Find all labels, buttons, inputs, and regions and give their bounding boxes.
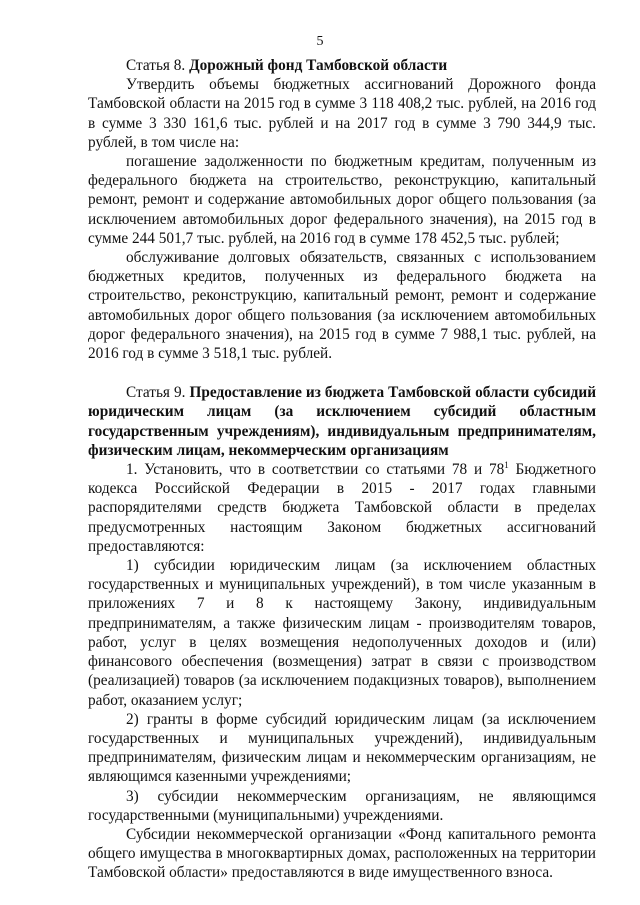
footnote-superscript: 1 bbox=[504, 459, 509, 470]
article-8-item-2: обслуживание долговых обязательств, связанных с использованием бюджетных кредитов, полученных из федерального бюджета на строительство, реконструкцию, капитальный ремонт, ремонт и содержание автомобильных дорог общего пользования (за исключением автомобильных дорог федерального значения), на 2015 год в сумме 7 988,1 тыс. рублей, на 2016 год в сумме 3 518,1 тыс. рублей. bbox=[88, 249, 596, 363]
article-8-heading bbox=[88, 56, 596, 75]
article-8-item-1: погашение задолженности по бюджетным кредитам, полученным из федерального бюджета на строительство, реконструкцию, капитальный ремонт, ремонт и содержание автомобильных дорог общего пользования (за исключением автомобильных дорог федерального значения), на 2015 год в сумме 244 501,7 тыс. рублей, на 2016 год в сумме 178 452,5 тыс. рублей; bbox=[88, 153, 596, 247]
section-gap bbox=[88, 363, 596, 383]
article-8-number: Статья 8. bbox=[126, 57, 186, 74]
article-8-title: Дорожный фонд Тамбовской области bbox=[189, 57, 448, 74]
page-number: 5 bbox=[316, 34, 324, 49]
article-9-p1-text: 1. Установить, что в соответствии со статьями 78 и 78 bbox=[126, 461, 505, 479]
article-9-title: Предоставление из бюджета Тамбовской области субсидий юридическим лицам (за исключением субсидий областным государственным учреждениям), индивидуальным предпринимателям, физическим лицам, некоммерческим организациям bbox=[88, 384, 597, 459]
article-9-subitem-1: 1) субсидии юридическим лицам (за исключением областных государственных и муниципальных учреждений), в том числе указанным в приложениях 7 и 8 к настоящему Закону, индивидуальным предпринимателям, а также физическим лицам - производителям товаров, работ, услуг в целях возмещения недополученных доходов и (или) финансового обеспечения (возмещения) затрат в связи с производством (реализацией) товаров (за исключением подакцизных товаров), выполнением работ, оказанием услуг; bbox=[88, 557, 596, 709]
article-9-subitem-2: 2) гранты в форме субсидий юридическим лицам (за исключением государственных и муниципальных учреждений), индивидуальным предпринимателям, физическим лицам и некоммерческим организациям, не являющимся казенными учреждениями; bbox=[88, 710, 596, 786]
article-9-paragraph-1 bbox=[88, 460, 596, 556]
article-9-p1-rest: Бюджетного кодекса Российской Федерации в 2015 - 2017 годах главными распорядителями средств бюджета Тамбовской области в пределах предусмотренных настоящим Законом бюджетных ассигнований предоставляются: bbox=[88, 461, 596, 555]
article-8-intro: Утвердить объемы бюджетных ассигнований Дорожного фонда Тамбовской области на 2015 год в сумме 3 118 408,2 тыс. рублей, на 2016 год в сумме 3 330 161,6 тыс. рублей и на 2017 год в сумме 3 790 344,9 тыс. рублей, в том числе на: bbox=[88, 76, 596, 151]
article-9-subitem-3: 3) субсидии некоммерческим организациям, не являющимся государственными (муниципальными) учреждениями. bbox=[88, 787, 596, 824]
article-9-closing: Субсидии некоммерческой организации «Фонд капитального ремонта общего имущества в многоквартирных домах, расположенных на территории Тамбовской области» предоставляются в виде имущественного взноса. bbox=[88, 825, 596, 882]
article-9-number: Статья 9. bbox=[126, 384, 186, 402]
article-9-heading bbox=[88, 383, 596, 460]
document-body bbox=[88, 56, 596, 883]
